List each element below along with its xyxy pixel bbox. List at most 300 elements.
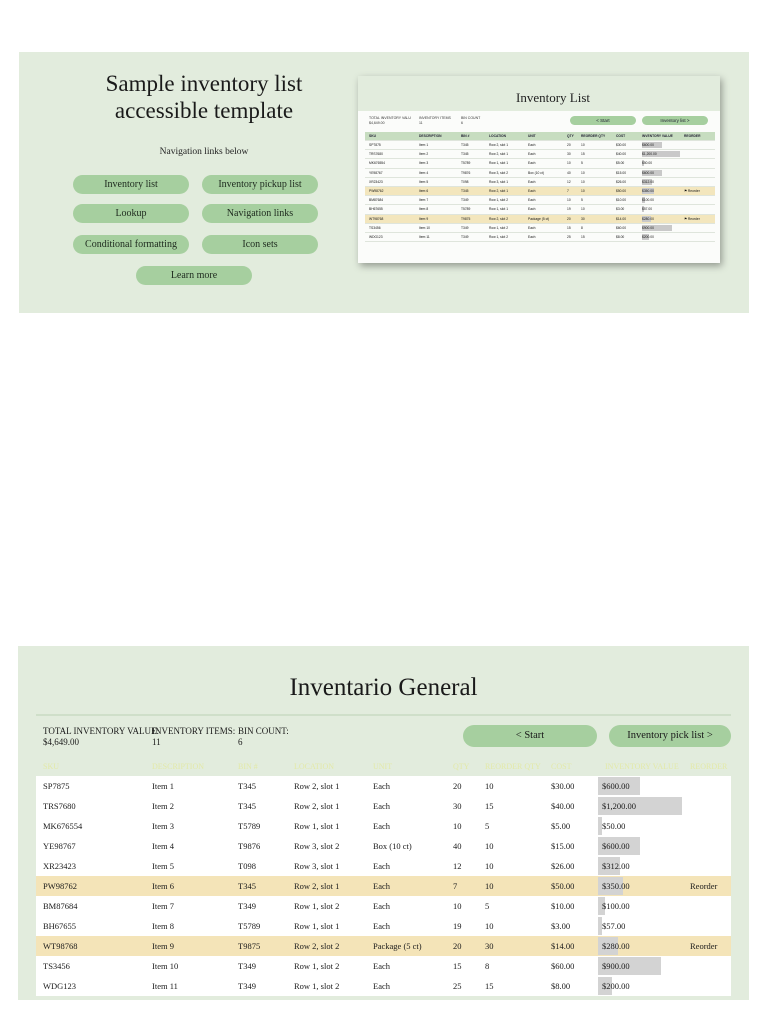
cell-cost[interactable]: $14.00: [544, 936, 598, 956]
thumbnail-cell-unit[interactable]: Package (5 ct): [524, 214, 563, 223]
cell-description[interactable]: Item 9: [145, 936, 231, 956]
thumbnail-cell-description[interactable]: Item 3: [415, 159, 457, 168]
thumbnail-cell-reorder-qty[interactable]: 30: [577, 214, 612, 223]
cell-unit[interactable]: Each: [366, 976, 446, 996]
thumbnail-cell-cost[interactable]: $14.00: [612, 214, 638, 223]
thumbnail-cell-description[interactable]: Item 10: [415, 223, 457, 232]
total-inventory-value-label: TOTAL INVENTORY VALUE:: [43, 726, 159, 736]
thumbnail-cell-bin[interactable]: T5789: [457, 159, 485, 168]
cell-qty[interactable]: 10: [446, 896, 478, 916]
thumbnail-table: [365, 132, 715, 242]
thumbnail-cell-qty[interactable]: 25: [563, 232, 577, 241]
cell-bin[interactable]: T9875: [231, 936, 287, 956]
cell-value[interactable]: [598, 916, 683, 936]
column-header-location[interactable]: LOCATION: [294, 761, 334, 771]
thumbnail-cell-unit[interactable]: Each: [524, 232, 563, 241]
column-header-description[interactable]: DESCRIPTION: [152, 761, 205, 771]
cell-reorder-qty[interactable]: 10: [478, 856, 544, 876]
cell-cost[interactable]: $15.00: [544, 836, 598, 856]
cell-qty[interactable]: 7: [446, 876, 478, 896]
thumbnail-bins-label: BIN COUNT: [461, 116, 481, 120]
thumbnail-inventory-list-button[interactable]: Inventory list >: [642, 116, 708, 125]
cell-location[interactable]: Row 2, slot 1: [287, 796, 366, 816]
cell-unit[interactable]: Each: [366, 896, 446, 916]
thumbnail-table-row: [365, 177, 715, 186]
cell-reorder[interactable]: [683, 836, 731, 856]
table-row: [36, 936, 731, 956]
thumbnail-cell-unit[interactable]: Each: [524, 205, 563, 214]
thumbnail-cell-bin[interactable]: T098: [457, 177, 485, 186]
thumbnail-cell-reorder[interactable]: [680, 168, 715, 177]
cell-reorder-qty[interactable]: 5: [478, 816, 544, 836]
thumbnail-inventory-value-text: $200.00: [642, 234, 654, 239]
cell-value[interactable]: [598, 796, 683, 816]
cell-bin[interactable]: T9876: [231, 836, 287, 856]
cell-unit[interactable]: Each: [366, 856, 446, 876]
cell-reorder[interactable]: [683, 956, 731, 976]
cell-location[interactable]: Row 3, slot 2: [287, 836, 366, 856]
thumbnail-cell-cost[interactable]: $3.00: [612, 205, 638, 214]
cell-qty[interactable]: 12: [446, 856, 478, 876]
thumbnail-column-header-bin[interactable]: BIN #: [457, 132, 485, 141]
thumbnail-cell-qty[interactable]: 10: [563, 196, 577, 205]
nav-conditional-formatting-button[interactable]: Conditional formatting: [73, 235, 189, 254]
thumbnail-cell-reorder-qty[interactable]: 10: [577, 168, 612, 177]
cell-reorder[interactable]: [683, 796, 731, 816]
cell-qty[interactable]: 10: [446, 816, 478, 836]
cell-value[interactable]: [598, 936, 683, 956]
cell-sku[interactable]: TRS7680: [36, 796, 145, 816]
thumbnail-table-row: [365, 214, 715, 223]
thumbnail-cell-qty[interactable]: 15: [563, 223, 577, 232]
thumbnail-column-header-reorder-qty[interactable]: REORDER QTY: [577, 132, 612, 141]
thumbnail-cell-bin[interactable]: T345: [457, 141, 485, 150]
thumbnail-cell-location[interactable]: Row 2, slot 1: [485, 186, 524, 195]
nav-inventory-list-button[interactable]: Inventory list: [73, 175, 189, 194]
thumbnail-cell-value[interactable]: [638, 159, 680, 168]
cell-sku[interactable]: BM87684: [36, 896, 145, 916]
thumbnail-cell-value[interactable]: [638, 177, 680, 186]
cell-value[interactable]: [598, 776, 683, 796]
cell-qty[interactable]: 25: [446, 976, 478, 996]
thumbnail-header-row: [365, 132, 715, 141]
thumbnail-table-row: [365, 205, 715, 214]
table-header-row: [36, 756, 731, 776]
thumbnail-reorder-text: Reorder: [687, 189, 700, 194]
thumbnail-cell-value[interactable]: [638, 214, 680, 223]
cell-description[interactable]: Item 6: [145, 876, 231, 896]
thumbnail-column-header-qty[interactable]: QTY: [563, 132, 577, 141]
thumbnail-cell-sku[interactable]: SP7875: [365, 141, 415, 150]
cell-cost[interactable]: $40.00: [544, 796, 598, 816]
inventory-value-text: $200.00: [602, 981, 630, 991]
inventory-value-text: $350.00: [602, 881, 630, 891]
thumbnail-table-row: [365, 196, 715, 205]
thumbnail-cell-value[interactable]: [638, 205, 680, 214]
thumbnail-cell-unit[interactable]: Box (10 ct): [524, 168, 563, 177]
thumbnail-cell-reorder[interactable]: [680, 214, 715, 223]
cell-reorder[interactable]: [683, 916, 731, 936]
inventory-pick-list-button[interactable]: Inventory pick list >: [609, 725, 731, 747]
cell-cost[interactable]: $30.00: [544, 776, 598, 796]
thumbnail-column-header-description[interactable]: DESCRIPTION: [415, 132, 457, 141]
thumbnail-cell-bin[interactable]: T349: [457, 223, 485, 232]
thumbnail-column-header-sku[interactable]: SKU: [365, 132, 415, 141]
start-button[interactable]: < Start: [463, 725, 597, 747]
thumbnail-cell-bin[interactable]: T5789: [457, 205, 485, 214]
thumbnail-column-header-unit[interactable]: UNIT: [524, 132, 563, 141]
thumbnail-cell-bin[interactable]: T345: [457, 150, 485, 159]
cell-reorder-qty[interactable]: 10: [478, 776, 544, 796]
thumbnail-cell-sku[interactable]: BM87684: [365, 196, 415, 205]
cell-description[interactable]: Item 1: [145, 776, 231, 796]
thumbnail-cell-reorder[interactable]: [680, 159, 715, 168]
cell-location[interactable]: Row 3, slot 1: [287, 856, 366, 876]
cell-reorder-qty[interactable]: 10: [478, 916, 544, 936]
thumbnail-cell-value[interactable]: [638, 150, 680, 159]
cell-reorder-qty[interactable]: 10: [478, 836, 544, 856]
cell-location[interactable]: Row 1, slot 2: [287, 956, 366, 976]
thumbnail-cell-location[interactable]: Row 2, slot 1: [485, 141, 524, 150]
thumbnail-cell-reorder[interactable]: [680, 205, 715, 214]
thumbnail-bins-value: 6: [461, 121, 463, 125]
thumbnail-cell-value[interactable]: [638, 232, 680, 241]
cell-unit[interactable]: Each: [366, 956, 446, 976]
thumbnail-cell-cost[interactable]: $10.00: [612, 196, 638, 205]
thumbnail-cell-description[interactable]: Item 8: [415, 205, 457, 214]
thumbnail-cell-qty[interactable]: 10: [563, 159, 577, 168]
cell-value[interactable]: [598, 956, 683, 976]
thumbnail-cell-reorder-qty[interactable]: 10: [577, 177, 612, 186]
thumbnail-cell-value[interactable]: [638, 168, 680, 177]
column-header-inventory-value[interactable]: INVENTORY VALUE: [605, 761, 679, 771]
cell-qty[interactable]: 19: [446, 916, 478, 936]
inventory-value-text: $57.00: [602, 921, 626, 931]
thumbnail-cell-description[interactable]: Item 9: [415, 214, 457, 223]
thumbnail-cell-reorder[interactable]: [680, 196, 715, 205]
thumbnail-cell-reorder-qty[interactable]: 5: [577, 159, 612, 168]
thumbnail-cell-description[interactable]: Item 11: [415, 232, 457, 241]
cell-unit[interactable]: Package (5 ct): [366, 936, 446, 956]
cell-bin[interactable]: T345: [231, 876, 287, 896]
nav-icon-sets-button[interactable]: Icon sets: [202, 235, 318, 254]
thumbnail-cell-reorder-qty[interactable]: 10: [577, 141, 612, 150]
thumbnail-table-row: [365, 141, 715, 150]
cell-bin[interactable]: T349: [231, 896, 287, 916]
nav-learn-more-button[interactable]: Learn more: [136, 266, 252, 285]
column-header-reorder[interactable]: REORDER: [690, 761, 728, 771]
cell-reorder-qty[interactable]: 5: [478, 896, 544, 916]
thumbnail-cell-description[interactable]: Item 5: [415, 177, 457, 186]
thumbnail-table-row: [365, 223, 715, 232]
thumbnail-cell-qty[interactable]: 30: [563, 150, 577, 159]
cell-description[interactable]: Item 5: [145, 856, 231, 876]
cell-unit[interactable]: Each: [366, 796, 446, 816]
thumbnail-cell-reorder[interactable]: [680, 177, 715, 186]
thumbnail-cell-cost[interactable]: $50.00: [612, 186, 638, 195]
thumbnail-cell-unit[interactable]: Each: [524, 150, 563, 159]
thumbnail-cell-location[interactable]: Row 2, slot 2: [485, 214, 524, 223]
thumbnail-cell-value[interactable]: [638, 186, 680, 195]
thumbnail-cell-reorder[interactable]: [680, 150, 715, 159]
thumbnail-cell-qty[interactable]: 20: [563, 214, 577, 223]
cell-sku[interactable]: XR23423: [36, 856, 145, 876]
thumbnail-cell-cost[interactable]: $30.00: [612, 141, 638, 150]
cell-reorder-qty[interactable]: 15: [478, 796, 544, 816]
column-header-cost[interactable]: COST: [551, 761, 572, 771]
thumbnail-cell-description[interactable]: Item 6: [415, 186, 457, 195]
sheet-title: Inventario General: [289, 674, 478, 701]
thumbnail-inventory-value-text: $350.00: [642, 188, 654, 193]
thumbnail-cell-cost[interactable]: $15.00: [612, 168, 638, 177]
thumbnail-column-header-reorder[interactable]: REORDER: [680, 132, 715, 141]
thumbnail-cell-value[interactable]: [638, 223, 680, 232]
cell-reorder-qty[interactable]: 30: [478, 936, 544, 956]
thumbnail-cell-unit[interactable]: Each: [524, 223, 563, 232]
cell-value[interactable]: [598, 836, 683, 856]
inventory-items-summary: [152, 726, 235, 748]
table-row: [36, 796, 731, 816]
cell-unit[interactable]: Box (10 ct): [366, 836, 446, 856]
cell-qty[interactable]: 20: [446, 936, 478, 956]
column-header-reorder-qty[interactable]: REORDER QTY: [485, 761, 541, 771]
nav-inventory-pickup-list-button[interactable]: Inventory pickup list: [202, 175, 318, 194]
cell-reorder[interactable]: Reorder: [683, 936, 731, 956]
thumbnail-items-value: 11: [419, 121, 423, 125]
cell-description[interactable]: Item 10: [145, 956, 231, 976]
inventory-items-count: 11: [152, 737, 161, 747]
thumbnail-cell-sku[interactable]: BH67655: [365, 205, 415, 214]
cell-sku[interactable]: PW98762: [36, 876, 145, 896]
thumbnail-cell-reorder[interactable]: [680, 141, 715, 150]
cell-qty[interactable]: 40: [446, 836, 478, 856]
thumbnail-cell-bin[interactable]: T349: [457, 196, 485, 205]
thumbnail-cell-sku[interactable]: XR23423: [365, 177, 415, 186]
thumbnail-cell-sku[interactable]: TS3456: [365, 223, 415, 232]
thumbnail-inventory-value-text: $280.00: [642, 216, 654, 221]
thumbnail-cell-bin[interactable]: T349: [457, 232, 485, 241]
thumbnail-inventory-value-text: $100.00: [642, 198, 654, 203]
thumbnail-cell-sku[interactable]: YE98767: [365, 168, 415, 177]
thumbnail-cell-qty[interactable]: 20: [563, 141, 577, 150]
cell-sku[interactable]: TS3456: [36, 956, 145, 976]
column-header-qty[interactable]: QTY: [453, 761, 470, 771]
table-row: [36, 836, 731, 856]
thumbnail-cell-reorder-qty[interactable]: 8: [577, 223, 612, 232]
table-row: [36, 976, 731, 996]
cell-value[interactable]: [598, 976, 683, 996]
cell-reorder[interactable]: Reorder: [683, 876, 731, 896]
thumbnail-cell-reorder[interactable]: [680, 186, 715, 195]
cell-reorder[interactable]: [683, 896, 731, 916]
cell-sku[interactable]: WT98768: [36, 936, 145, 956]
cell-cost[interactable]: $50.00: [544, 876, 598, 896]
cell-bin[interactable]: T5789: [231, 816, 287, 836]
column-header-unit[interactable]: UNIT: [373, 761, 393, 771]
thumbnail-cell-location[interactable]: Row 1, slot 1: [485, 205, 524, 214]
thumbnail-inventory-value-text: $1,200.00: [642, 152, 657, 157]
thumbnail-cell-location[interactable]: Row 1, slot 2: [485, 232, 524, 241]
cell-unit[interactable]: Each: [366, 776, 446, 796]
thumbnail-cell-reorder-qty[interactable]: 15: [577, 232, 612, 241]
nav-lookup-button[interactable]: Lookup: [73, 204, 189, 223]
thumbnail-cell-reorder[interactable]: [680, 223, 715, 232]
cell-location[interactable]: Row 1, slot 2: [287, 896, 366, 916]
thumbnail-cell-unit[interactable]: Each: [524, 186, 563, 195]
cell-reorder[interactable]: [683, 776, 731, 796]
thumbnail-start-button[interactable]: < Start: [570, 116, 636, 125]
thumbnail-cell-cost[interactable]: $26.00: [612, 177, 638, 186]
thumbnail-column-header-cost[interactable]: COST: [612, 132, 638, 141]
cell-reorder-qty[interactable]: 8: [478, 956, 544, 976]
thumbnail-cell-qty[interactable]: 40: [563, 168, 577, 177]
thumbnail-cell-bin[interactable]: T345: [457, 186, 485, 195]
thumbnail-table-row: [365, 150, 715, 159]
cell-value[interactable]: [598, 876, 683, 896]
thumbnail-column-header-inventory-value[interactable]: INVENTORY VALUE: [638, 132, 680, 141]
inventory-list-thumbnail[interactable]: [358, 76, 720, 263]
template-title: Sample inventory list accessible template: [105, 71, 303, 123]
title-divider: [36, 714, 731, 716]
flag-icon: ⚑: [684, 189, 688, 194]
cell-reorder-qty[interactable]: 10: [478, 876, 544, 896]
thumbnail-cell-qty[interactable]: 12: [563, 177, 577, 186]
thumbnail-inventory-value-text: $600.00: [642, 142, 654, 147]
thumbnail-column-header-location[interactable]: LOCATION: [485, 132, 524, 141]
inventory-value-text: $100.00: [602, 901, 630, 911]
thumbnail-cell-reorder-qty[interactable]: 5: [577, 196, 612, 205]
cell-description[interactable]: Item 11: [145, 976, 231, 996]
nav-caption: Navigation links below: [159, 147, 249, 157]
cell-location[interactable]: Row 1, slot 1: [287, 816, 366, 836]
thumbnail-cell-description[interactable]: Item 4: [415, 168, 457, 177]
cell-description[interactable]: Item 4: [145, 836, 231, 856]
thumbnail-cell-sku[interactable]: TRS7680: [365, 150, 415, 159]
thumbnail-cell-cost[interactable]: $5.00: [612, 159, 638, 168]
thumbnail-table-row: [365, 232, 715, 241]
thumbnail-cell-unit[interactable]: Each: [524, 196, 563, 205]
thumbnail-cell-unit[interactable]: Each: [524, 177, 563, 186]
cell-sku[interactable]: YE98767: [36, 836, 145, 856]
cell-unit[interactable]: Each: [366, 916, 446, 936]
thumbnail-cell-location[interactable]: Row 3, slot 2: [485, 168, 524, 177]
cell-reorder[interactable]: [683, 816, 731, 836]
inventory-value-text: $1,200.00: [602, 801, 636, 811]
cell-bin[interactable]: T098: [231, 856, 287, 876]
inventory-sheet-panel: [18, 646, 749, 1000]
cell-cost[interactable]: $3.00: [544, 916, 598, 936]
cell-location[interactable]: Row 2, slot 1: [287, 876, 366, 896]
thumbnail-cell-value[interactable]: [638, 196, 680, 205]
cell-qty[interactable]: 20: [446, 776, 478, 796]
cell-location[interactable]: Row 1, slot 2: [287, 976, 366, 996]
table-row: [36, 856, 731, 876]
thumbnail-cell-reorder-qty[interactable]: 15: [577, 150, 612, 159]
thumbnail-inventory-value-text: $900.00: [642, 225, 654, 230]
thumbnail-cell-sku[interactable]: WT98768: [365, 214, 415, 223]
cell-location[interactable]: Row 2, slot 1: [287, 776, 366, 796]
cell-sku[interactable]: MK676554: [36, 816, 145, 836]
cell-cost[interactable]: $60.00: [544, 956, 598, 976]
thumbnail-inventory-value-text: $50.00: [642, 161, 653, 166]
thumbnail-cell-description[interactable]: Item 7: [415, 196, 457, 205]
cell-value[interactable]: [598, 856, 683, 876]
cell-value[interactable]: [598, 896, 683, 916]
cell-location[interactable]: Row 1, slot 1: [287, 916, 366, 936]
nav-navigation-links-button[interactable]: Navigation links: [202, 204, 318, 223]
thumbnail-cell-qty[interactable]: 19: [563, 205, 577, 214]
thumbnail-cell-value[interactable]: [638, 141, 680, 150]
cell-bin[interactable]: T5789: [231, 916, 287, 936]
cell-description[interactable]: Item 2: [145, 796, 231, 816]
cell-reorder-qty[interactable]: 15: [478, 976, 544, 996]
thumbnail-cell-unit[interactable]: Each: [524, 159, 563, 168]
cell-bin[interactable]: T349: [231, 976, 287, 996]
thumbnail-cell-bin[interactable]: T9875: [457, 214, 485, 223]
thumbnail-cell-location[interactable]: Row 1, slot 1: [485, 159, 524, 168]
thumbnail-cell-location[interactable]: Row 1, slot 2: [485, 223, 524, 232]
cell-sku[interactable]: BH67655: [36, 916, 145, 936]
thumbnail-cell-sku[interactable]: MK676554: [365, 159, 415, 168]
thumbnail-cell-cost[interactable]: $40.00: [612, 150, 638, 159]
thumbnail-cell-sku[interactable]: PW98762: [365, 186, 415, 195]
cell-cost[interactable]: $5.00: [544, 816, 598, 836]
cell-bin[interactable]: T349: [231, 956, 287, 976]
thumbnail-cell-unit[interactable]: Each: [524, 141, 563, 150]
thumbnail-cell-location[interactable]: Row 1, slot 2: [485, 196, 524, 205]
cell-unit[interactable]: Each: [366, 816, 446, 836]
thumbnail-cell-sku[interactable]: WDG123: [365, 232, 415, 241]
cell-qty[interactable]: 30: [446, 796, 478, 816]
cell-description[interactable]: Item 7: [145, 896, 231, 916]
inventory-value-text: $312.00: [602, 861, 630, 871]
thumbnail-cell-description[interactable]: Item 2: [415, 150, 457, 159]
cell-unit[interactable]: Each: [366, 876, 446, 896]
thumbnail-inventory-value-text: $312.00: [642, 179, 654, 184]
cell-qty[interactable]: 15: [446, 956, 478, 976]
thumbnail-cell-cost[interactable]: $60.00: [612, 223, 638, 232]
inventory-value-text: $600.00: [602, 841, 630, 851]
cell-cost[interactable]: $26.00: [544, 856, 598, 876]
thumbnail-cell-location[interactable]: Row 2, slot 1: [485, 150, 524, 159]
thumbnail-cell-bin[interactable]: T9876: [457, 168, 485, 177]
cell-location[interactable]: Row 2, slot 2: [287, 936, 366, 956]
column-header-bin[interactable]: BIN #: [238, 761, 258, 771]
inventory-value-text: $50.00: [602, 821, 626, 831]
bin-count-label: BIN COUNT:: [238, 726, 289, 736]
thumbnail-cell-reorder-qty[interactable]: 10: [577, 205, 612, 214]
thumbnail-cell-cost[interactable]: $8.00: [612, 232, 638, 241]
thumbnail-cell-description[interactable]: Item 1: [415, 141, 457, 150]
cell-cost[interactable]: $10.00: [544, 896, 598, 916]
total-inventory-value-summary: [43, 726, 159, 748]
thumbnail-cell-reorder-qty[interactable]: 10: [577, 186, 612, 195]
cell-description[interactable]: Item 8: [145, 916, 231, 936]
column-header-sku[interactable]: SKU: [43, 761, 60, 771]
cell-description[interactable]: Item 3: [145, 816, 231, 836]
cell-reorder[interactable]: [683, 856, 731, 876]
cell-sku[interactable]: SP7875: [36, 776, 145, 796]
cell-cost[interactable]: $8.00: [544, 976, 598, 996]
cell-reorder[interactable]: [683, 976, 731, 996]
cell-sku[interactable]: WDG123: [36, 976, 145, 996]
thumbnail-cell-qty[interactable]: 7: [563, 186, 577, 195]
cell-bin[interactable]: T345: [231, 796, 287, 816]
cell-bin[interactable]: T345: [231, 776, 287, 796]
thumbnail-cell-reorder[interactable]: [680, 232, 715, 241]
thumbnail-cell-location[interactable]: Row 3, slot 1: [485, 177, 524, 186]
cell-value[interactable]: [598, 816, 683, 836]
